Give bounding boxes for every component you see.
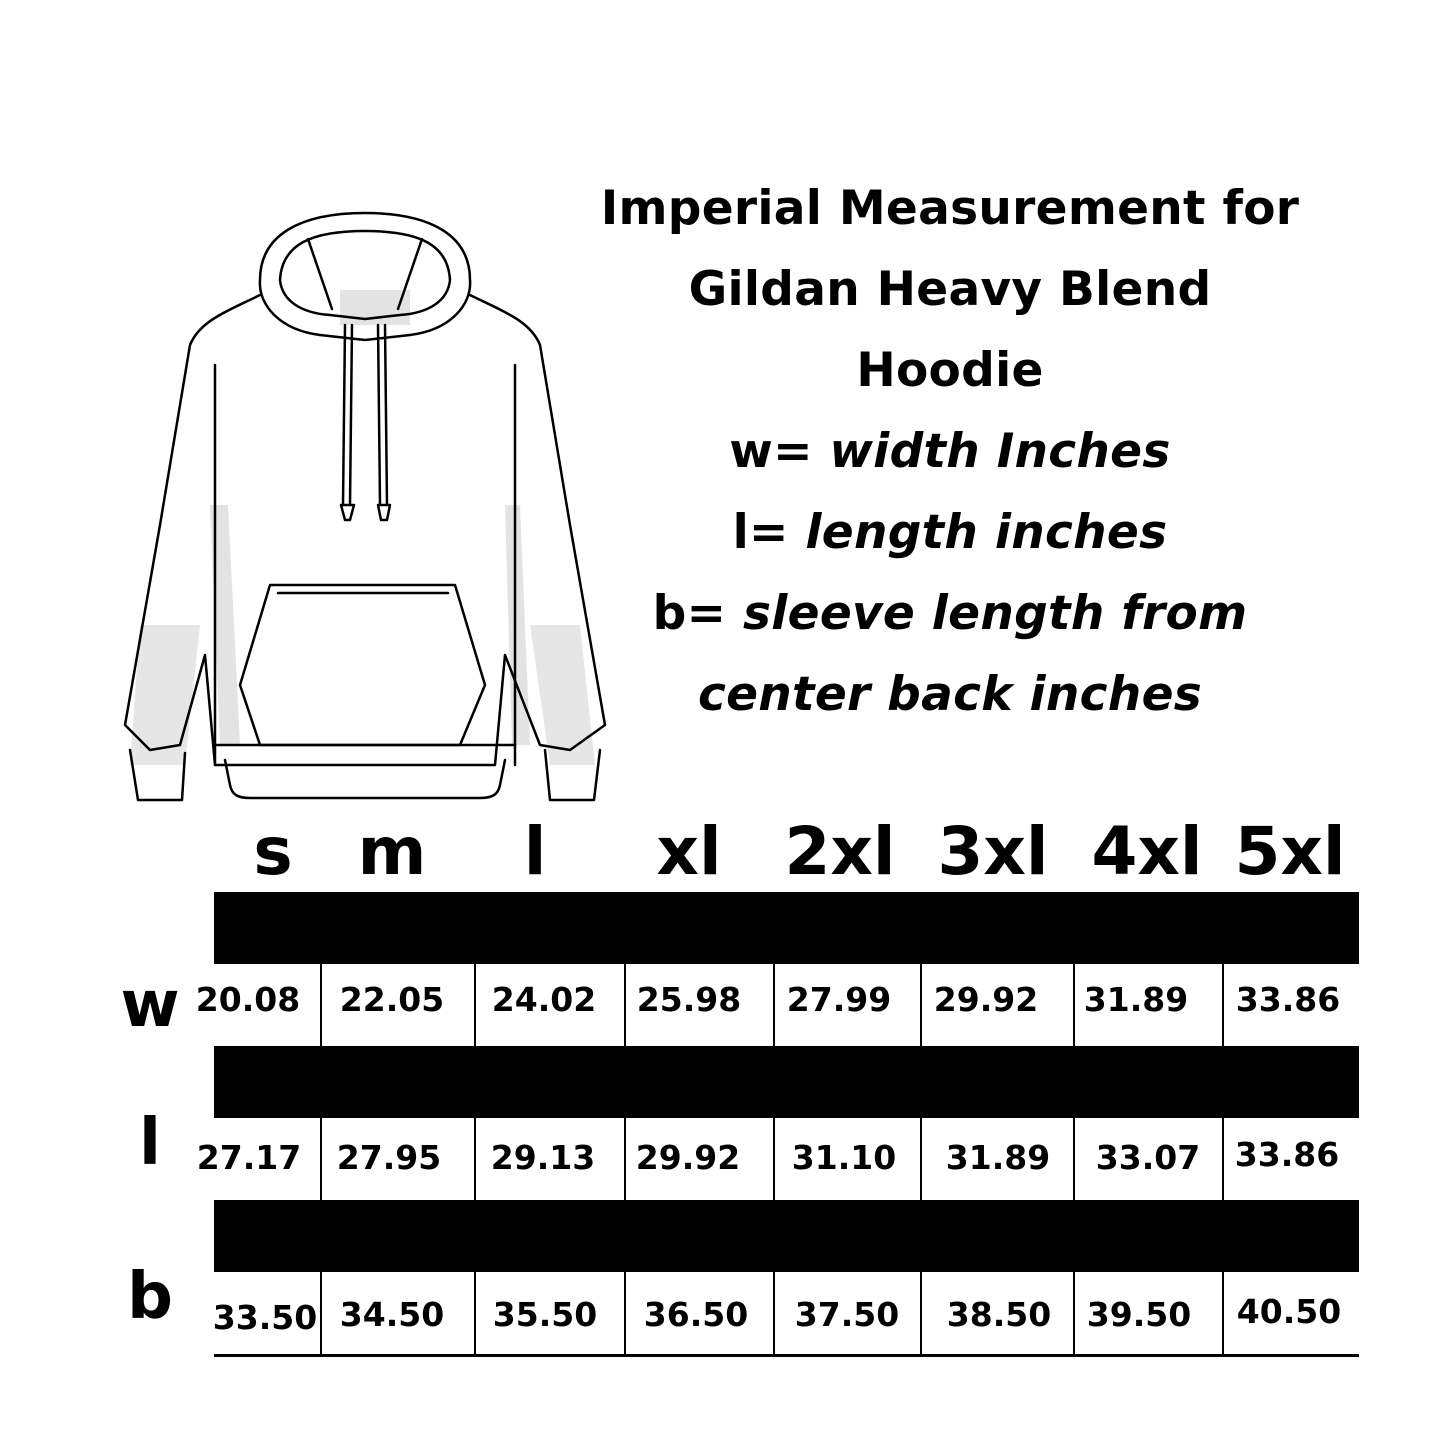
table-band-1: [214, 892, 1359, 964]
table-cell: 33.86: [1235, 980, 1341, 1019]
table-cell: 34.50: [339, 1295, 445, 1334]
legend-desc: sleeve length from: [742, 586, 1248, 641]
table-cell: 33.50: [212, 1298, 318, 1337]
table-cell: 29.92: [635, 1138, 741, 1177]
table-cell: 33.86: [1234, 1135, 1340, 1174]
table-cell: 35.50: [492, 1295, 598, 1334]
row-label-w: w: [120, 968, 180, 1042]
row-label-b: b: [127, 1260, 173, 1334]
size-label-2xl: 2xl: [784, 813, 896, 890]
row-label-l: l: [139, 1106, 161, 1180]
size-label-3xl: 3xl: [937, 813, 1049, 890]
legend-desc: center back inches: [697, 667, 1203, 722]
legend-length: [560, 492, 1340, 573]
table-cell: 40.50: [1236, 1292, 1342, 1331]
table-cell: 29.13: [490, 1138, 596, 1177]
size-label-4xl: 4xl: [1091, 813, 1203, 890]
legend-sleeve: [560, 573, 1340, 654]
size-label-5xl: 5xl: [1234, 813, 1346, 890]
size-label-xl: xl: [656, 813, 722, 890]
title-line-3: Hoodie: [856, 343, 1044, 398]
legend-desc: width Inches: [829, 424, 1171, 479]
legend-key: w=: [729, 424, 813, 479]
table-cell: 27.99: [786, 980, 892, 1019]
hoodie-illustration: [110, 205, 620, 805]
legend-key: b=: [652, 586, 727, 641]
table-cell: 31.89: [945, 1138, 1051, 1177]
title-line-2: Gildan Heavy Blend: [688, 262, 1212, 317]
title-line-1: Imperial Measurement for: [600, 181, 1300, 236]
legend-sleeve-cont: [560, 654, 1340, 735]
table-cell: 38.50: [946, 1295, 1052, 1334]
table-band-2: [214, 1046, 1359, 1118]
title-block: [560, 168, 1340, 735]
table-cell: 33.07: [1095, 1138, 1201, 1177]
table-band-3: [214, 1200, 1359, 1272]
table-cell: 22.05: [339, 980, 445, 1019]
table-cell: 24.02: [491, 980, 597, 1019]
legend-width: [560, 411, 1340, 492]
table-cell: 27.95: [336, 1138, 442, 1177]
table-cell: 37.50: [794, 1295, 900, 1334]
table-cell: 39.50: [1086, 1295, 1192, 1334]
table-cell: 29.92: [933, 980, 1039, 1019]
size-label-m: m: [357, 813, 427, 890]
table-cell: 36.50: [643, 1295, 749, 1334]
table-cell: 31.89: [1083, 980, 1189, 1019]
size-label-s: s: [253, 813, 293, 890]
table-cell: 20.08: [195, 980, 301, 1019]
size-label-l: l: [523, 813, 547, 890]
table-bottom-rule: [214, 1354, 1359, 1357]
table-cell: 25.98: [636, 980, 742, 1019]
legend-desc: length inches: [805, 505, 1168, 560]
table-cell: 31.10: [791, 1138, 897, 1177]
table-cell: 27.17: [196, 1138, 302, 1177]
legend-key: l=: [732, 505, 789, 560]
